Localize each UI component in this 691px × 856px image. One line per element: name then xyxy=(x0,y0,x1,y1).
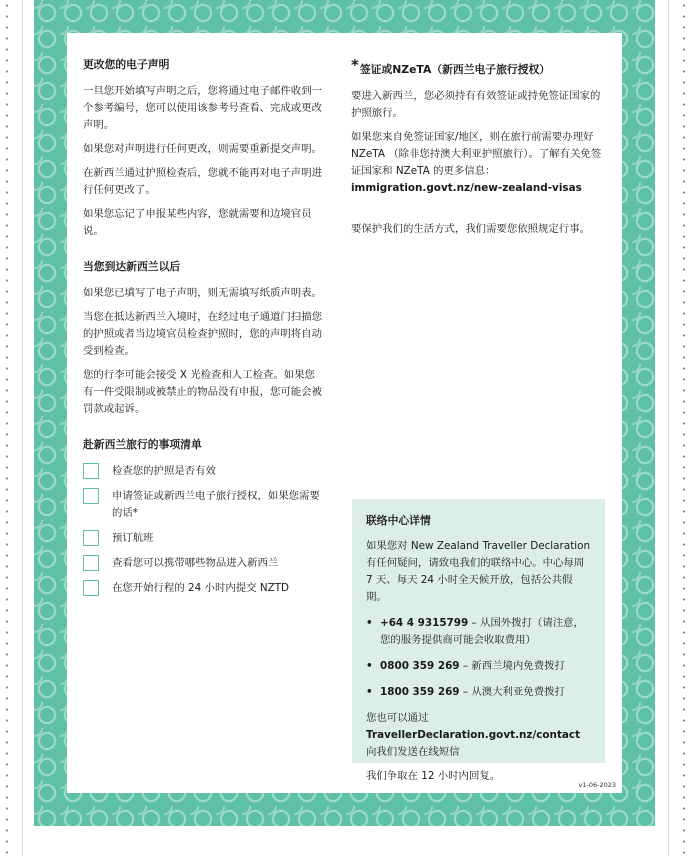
paragraph: 如果您对声明进行任何更改，则需要重新提交声明。 xyxy=(83,143,322,155)
reply-time-text: 我们争取在 12 小时内回复。 xyxy=(366,770,501,782)
bullet: • xyxy=(366,617,373,629)
checklist-item xyxy=(83,530,325,547)
phone-description: – 从国外拨打（请注意，您的服务提供商可能会收取费用） xyxy=(380,617,584,646)
checkbox[interactable] xyxy=(83,530,99,546)
checkbox[interactable] xyxy=(83,463,99,479)
bullet: • xyxy=(366,686,373,698)
checklist-item xyxy=(83,488,325,522)
asterisk-marker: * xyxy=(351,56,359,74)
section-heading-change-declaration: 更改您的电子声明 xyxy=(83,58,170,71)
left-column xyxy=(83,57,325,605)
checklist-item-label: 检查您的护照是否有效 xyxy=(112,465,216,477)
checklist-item-label: 查看您可以携带哪些物品进入新西兰 xyxy=(112,557,279,569)
section-heading-visa xyxy=(351,57,605,78)
checklist-item-label: 在您开始行程的 24 小时内提交 NZTD xyxy=(112,582,290,594)
nzeta-info-text: 如果您来自免签证国家/地区，则在旅行前需要办理好 NZeTA （除非您持澳大利亚护照旅行）。了解有关免签证国家和 NZeTA 的更多信息： xyxy=(351,131,602,177)
checklist-item-label: 申请签证或新西兰电子旅行授权，如果您需要的话* xyxy=(112,490,320,519)
contact-centre-box xyxy=(352,499,605,782)
right-column xyxy=(351,57,605,245)
phone-list-item xyxy=(366,684,591,701)
right-dotted-margin xyxy=(681,0,687,856)
left-dotted-margin xyxy=(4,0,10,856)
paragraph: 如果您已填写了电子声明，则无需填写纸质声明表。 xyxy=(83,287,322,299)
traveller-declaration-link[interactable]: TravellerDeclaration.govt.nz/contact xyxy=(366,729,581,741)
paragraph: 如果您忘记了申报某些内容，您就需要和边境官员说。 xyxy=(83,208,312,237)
paragraph: 要进入新西兰，您必须持有有效签证或持免签证国家的护照旅行。 xyxy=(351,90,601,119)
immigration-link[interactable]: immigration.govt.nz/new-zealand-visas xyxy=(351,182,582,194)
section-heading-checklist: 赴新西兰旅行的事项清单 xyxy=(83,438,202,451)
travel-checklist xyxy=(83,463,325,597)
phone-number[interactable]: +64 4 9315799 xyxy=(380,617,469,629)
left-frame-line xyxy=(22,0,23,856)
paragraph: 当您在抵达新西兰入境时，在经过电子通道门扫描您的护照或者当边境官员检查护照时，您的声明将自动受到检查。 xyxy=(83,311,322,357)
phone-list-item xyxy=(366,615,591,649)
version-label: v1-06-2023 xyxy=(578,781,616,789)
contact-intro: 如果您对 New Zealand Traveller Declaration 有任何疑问，请致电我们的联络中心。中心每周 7 天、每天 24 小时全天候开放，包括公共假期。 xyxy=(366,540,591,603)
checklist-item xyxy=(83,555,325,572)
paragraph: 在新西兰通过护照检查后，您就不能再对电子声明进行任何更改了。 xyxy=(83,167,322,196)
document-page xyxy=(67,33,622,793)
paragraph xyxy=(351,129,605,197)
online-prefix: 您也可以通过 xyxy=(366,712,429,724)
online-suffix: 向我们发送在线短信 xyxy=(366,746,460,758)
checkbox[interactable] xyxy=(83,555,99,571)
phone-number[interactable]: 0800 359 269 xyxy=(380,660,460,672)
bullet: • xyxy=(366,660,373,672)
visa-heading-text: 签证或NZeTA（新西兰电子旅行授权） xyxy=(359,63,551,76)
paragraph: 您的行李可能会接受 X 光检查和人工检查。如果您有一件受限制或被禁止的物品没有申报，您可能会被罚款或起诉。 xyxy=(83,369,322,415)
phone-list-item xyxy=(366,658,591,675)
checkbox[interactable] xyxy=(83,488,99,504)
phone-number[interactable]: 1800 359 269 xyxy=(380,686,460,698)
checklist-item xyxy=(83,463,325,480)
contact-heading: 联络中心详情 xyxy=(366,514,431,527)
checklist-item xyxy=(83,580,325,597)
paragraph: 一旦您开始填写声明之后，您将通过电子邮件收到一个参考编号，您可以使用该参考号查看、完成或更改声明。 xyxy=(83,85,322,131)
checkbox[interactable] xyxy=(83,580,99,596)
online-contact-text xyxy=(366,710,591,761)
phone-description: – 从澳大利亚免费拨打 xyxy=(459,686,565,698)
phone-description: – 新西兰境内免费拨打 xyxy=(459,660,565,672)
section-heading-arrival: 当您到达新西兰以后 xyxy=(83,260,181,273)
paragraph: 要保护我们的生活方式，我们需要您依照规定行事。 xyxy=(351,223,590,235)
right-frame-line xyxy=(668,0,669,856)
checklist-item-label: 预订航班 xyxy=(112,532,154,544)
